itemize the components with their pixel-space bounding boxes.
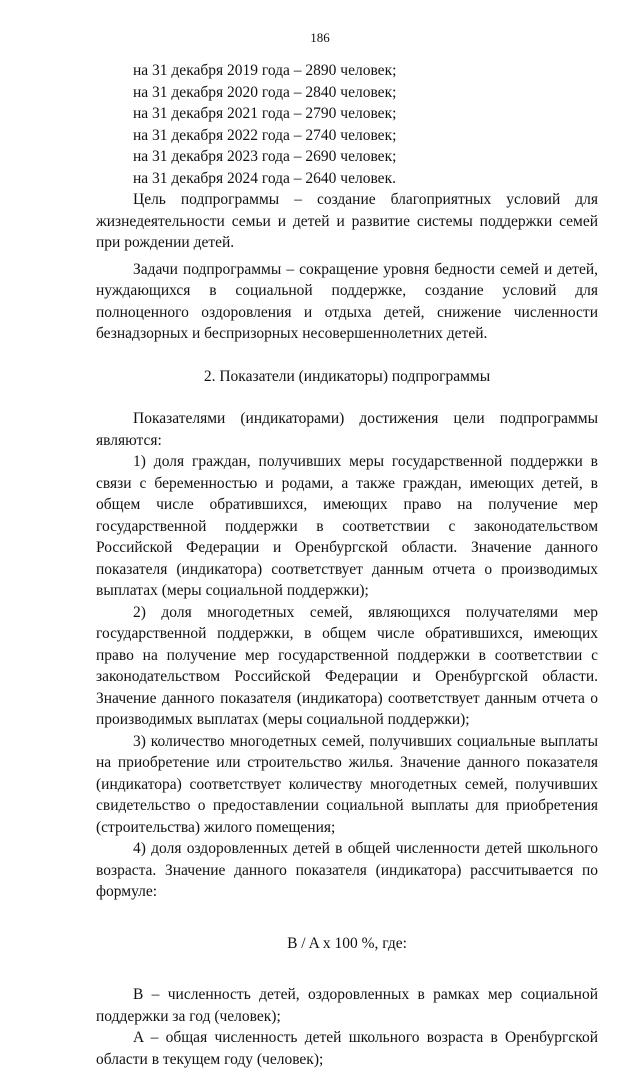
population-item: на 31 декабря 2023 года – 2690 человек;: [133, 148, 397, 165]
goal-paragraph: Цель подпрограммы – создание благоприятных условий для жизнедеятельности семьи и детей и развитие системы поддержки семей при рождении детей.: [96, 191, 598, 251]
definition-item: A – общая численность детей школьного возраста в Оренбургской области в текущем году (человек);: [96, 1029, 598, 1068]
definition-item: B – численность детей, оздоровленных в рамках мер социальной поддержки за год (человек);: [96, 986, 598, 1025]
section-heading: 2. Показатели (индикаторы) подпрограммы: [203, 367, 491, 385]
indicator-item: 1) доля граждан, получивших меры государственной поддержки в связи с беременностью и родами, а также граждан, имеющих детей, в общем числе обратившихся, имеющих право на получение мер государственной поддержки в соответствии с законодательством Российской Федерации и Оренбургской области. Значение данного показателя (индикатора) соответствует данным отчета о производимых выплатах (меры социальной поддержки);: [96, 453, 598, 599]
formula: B / A x 100 %, где:: [287, 934, 407, 952]
document-body: [96, 60, 598, 1070]
population-item: на 31 декабря 2021 года – 2790 человек;: [133, 105, 397, 122]
tasks-paragraph: Задачи подпрограммы – сокращение уровня бедности семей и детей, нуждающихся в социальной поддержке, создание условий для полноценного оздоровления и отдыха детей, снижение численности безнадзорных и беспризорных несовершеннолетних детей.: [96, 260, 598, 342]
population-item: на 31 декабря 2020 года – 2840 человек;: [133, 83, 397, 101]
population-item: на 31 декабря 2019 года – 2890 человек;: [133, 62, 397, 79]
page-number: 186: [310, 30, 330, 45]
indicator-item: 3) количество многодетных семей, получивших социальные выплаты на приобретение или строительство жилья. Значение данного показателя (индикатора) соответствует количеству многодетных семей, получивших свидетельство о предоставлении социальной выплаты для приобретения (строительства) жилого помещения;: [96, 732, 598, 836]
population-item: на 31 декабря 2022 года – 2740 человек;: [133, 126, 397, 144]
indicators-intro: Показателями (индикаторами) достижения цели подпрограммы являются:: [96, 410, 598, 449]
population-item: на 31 декабря 2024 года – 2640 человек.: [133, 169, 396, 187]
indicator-item: 4) доля оздоровленных детей в общей численности детей школьного возраста. Значение данного показателя (индикатора) рассчитывается по формуле:: [96, 840, 598, 900]
indicator-item: 2) доля многодетных семей, являющихся получателями мер государственной поддержки, в общем числе обратившихся, имеющих право на получение мер государственной поддержки в соответствии с законодательством Российской Федерации и Оренбургской области. Значение данного показателя (индикатора) соответствует данным отчета о производимых выплатах (меры социальной поддержки);: [96, 603, 598, 728]
